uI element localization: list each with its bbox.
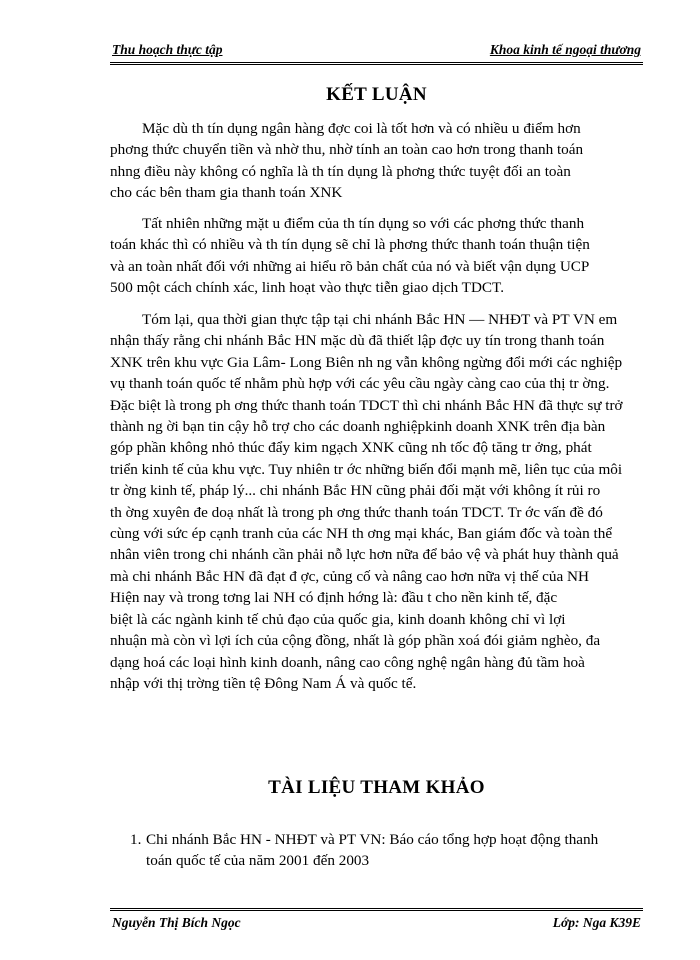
text-line: thành ng ời bạn tin cậy hỗ trợ cho các doanh nghiệpkinh doanh XNK trên địa bàn [110, 418, 606, 436]
text-line: mà chi nhánh Bắc HN đã đạt đ ợc, củng cố và nâng cao hơn nữa vị thế của NH [110, 567, 589, 585]
text-line: nhuận mà còn vì lợi ích của cộng đồng, nhất là góp phần xoá đói giảm nghèo, đa [110, 632, 601, 650]
text-line: Tất nhiên những mặt u điểm của th tín dụng so với các phơng thức thanh [142, 215, 585, 232]
header-left-text: Thu hoạch thực tập [112, 42, 223, 57]
text-line: XNK trên khu vực Gia Lâm- Long Biên nh ng vẫn không ngừng đổi mới các nghiệp [110, 353, 623, 371]
references-title: TÀI LIỆU THAM KHẢO [268, 777, 485, 798]
text-line: nhận thấy rằng chi nhánh Bắc HN mặc dù đã thiết lập đợc uy tín trong thanh toán [110, 332, 605, 350]
text-line: biệt là các ngành kinh tế chủ đạo của quốc gia, kinh doanh không chỉ vì lợi [110, 610, 566, 628]
text-line: nhân viên trong chi nhánh cần phải nỗ lực hơn nữa để bảo vệ và phát huy thành quả [110, 546, 619, 564]
text-line: 500 một cách chính xác, linh hoạt vào thực tiễn giao dịch TDCT. [110, 279, 505, 297]
text-line: toán quốc tế của năm 2001 đến 2003 [146, 852, 370, 870]
text-line: tr ờng kinh tế, pháp lý... chi nhánh Bắc HN cũng phải đối mặt với không ít rủi ro [110, 482, 601, 500]
text-line: phơng thức chuyển tiền và nhờ thu, nhờ tính an toàn cao hơn trong thanh toán [110, 141, 584, 159]
text-line: th ờng xuyên đe doạ nhất là trong ph ơng thức thanh toán TDCT. Tr ớc vấn đề đó [110, 503, 603, 521]
text-line: và an toàn nhất đối với những ai hiểu rõ bản chất của nó và biết vận dụng UCP [110, 257, 590, 275]
conclusion-paragraph-2 [110, 213, 643, 299]
text-line: nhng điều này không có nghĩa là th tín dụng là phơng thức tuyệt đối an toàn [110, 162, 571, 180]
text-line: toán khác thì có nhiều và th tín dụng sẽ chỉ là phơng thức thanh toán thuận tiện [110, 236, 590, 254]
footer-class: Lớp: Nga K39E [552, 915, 641, 930]
conclusion-title: KẾT LUẬN [326, 84, 427, 105]
text-line: cùng với sức ép cạnh tranh của các NH th ơng mại khác, Ban giám đốc và toàn thể [110, 525, 613, 543]
page-header [110, 42, 643, 65]
page-footer [110, 908, 643, 933]
reference-text [146, 829, 643, 872]
header-right-text: Khoa kinh tế ngoại thương [489, 42, 641, 57]
conclusion-paragraph-3 [110, 309, 643, 694]
text-line: Đặc biệt là trong ph ơng thức thanh toán TDCT thì chi nhánh Bắc HN đã thực sự trở [110, 396, 623, 414]
text-line: nhập với thị trờng tiền tệ Đông Nam Á và quốc tế. [110, 674, 417, 692]
text-line: Mặc dù th tín dụng ngân hàng đợc coi là tốt hơn và có nhiều u điểm hơn [142, 120, 581, 137]
reference-number: 1. [130, 831, 142, 848]
footer-author: Nguyễn Thị Bích Ngọc [112, 915, 241, 930]
text-line: vụ thanh toán quốc tế nhằm phù hợp với các yêu cầu ngày càng cao của thị tr ờng. [110, 375, 610, 393]
text-line: Chi nhánh Bắc HN - NHĐT và PT VN: Báo cáo tổng hợp hoạt động thanh [146, 831, 599, 848]
text-line: dạng hoá các loại hình kinh doanh, nâng cao công nghệ ngân hàng đủ tầm hoà [110, 653, 585, 671]
text-line: cho các bên tham gia thanh toán XNK [110, 184, 343, 202]
text-line: góp phần không nhỏ thúc đẩy kim ngạch XNK cũng nh tốc độ tăng tr ởng, phát [110, 439, 592, 457]
text-line: Hiện nay và trong tơng lai NH có định hớng là: đầu t cho nền kinh tế, đặc [110, 589, 558, 607]
conclusion-paragraph-1 [110, 118, 643, 204]
text-line: triển kinh tế của khu vực. Tuy nhiên tr ớc những biến đổi mạnh mẽ, liên tục của môi [110, 460, 623, 478]
text-line: Tóm lại, qua thời gian thực tập tại chi nhánh Bắc HN — NHĐT và PT VN em [142, 311, 618, 328]
